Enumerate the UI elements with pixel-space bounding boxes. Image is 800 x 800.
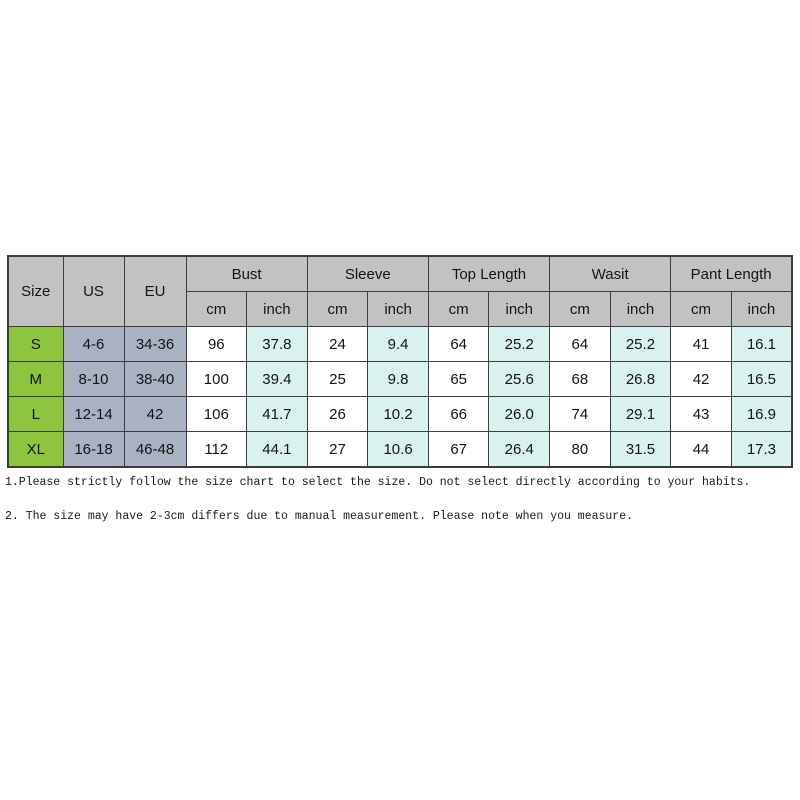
value-cell: 74 bbox=[550, 397, 611, 432]
value-cell: 16.9 bbox=[731, 397, 792, 432]
us-cell: 12-14 bbox=[63, 397, 124, 432]
value-cell: 27 bbox=[307, 432, 368, 468]
eu-cell: 34-36 bbox=[124, 327, 186, 362]
header-eu: EU bbox=[124, 256, 186, 327]
header-unit-cm: cm bbox=[671, 292, 732, 327]
value-cell: 26.0 bbox=[489, 397, 550, 432]
size-cell: S bbox=[8, 327, 63, 362]
value-cell: 68 bbox=[550, 362, 611, 397]
size-cell: L bbox=[8, 397, 63, 432]
eu-cell: 38-40 bbox=[124, 362, 186, 397]
value-cell: 26.4 bbox=[489, 432, 550, 468]
value-cell: 17.3 bbox=[731, 432, 792, 468]
note-2: 2. The size may have 2-3cm differs due to manual measurement. Please note when you measure. bbox=[5, 510, 634, 523]
header-group-pant-length: Pant Length bbox=[671, 256, 792, 292]
value-cell: 9.8 bbox=[368, 362, 429, 397]
header-unit-cm: cm bbox=[428, 292, 489, 327]
size-row-s bbox=[8, 327, 792, 362]
header-unit-inch: inch bbox=[368, 292, 429, 327]
value-cell: 66 bbox=[428, 397, 489, 432]
header-unit-inch: inch bbox=[731, 292, 792, 327]
us-cell: 16-18 bbox=[63, 432, 124, 468]
value-cell: 31.5 bbox=[610, 432, 671, 468]
value-cell: 106 bbox=[186, 397, 247, 432]
value-cell: 10.6 bbox=[368, 432, 429, 468]
header-row-groups bbox=[8, 256, 792, 292]
size-row-m bbox=[8, 362, 792, 397]
value-cell: 43 bbox=[671, 397, 732, 432]
value-cell: 41.7 bbox=[247, 397, 308, 432]
value-cell: 39.4 bbox=[247, 362, 308, 397]
value-cell: 100 bbox=[186, 362, 247, 397]
size-row-l bbox=[8, 397, 792, 432]
header-unit-cm: cm bbox=[307, 292, 368, 327]
header-group-top-length: Top Length bbox=[428, 256, 549, 292]
note-1: 1.Please strictly follow the size chart to select the size. Do not select directly according to your habits. bbox=[5, 476, 751, 489]
value-cell: 112 bbox=[186, 432, 247, 468]
value-cell: 25 bbox=[307, 362, 368, 397]
size-chart-table bbox=[7, 255, 793, 468]
value-cell: 24 bbox=[307, 327, 368, 362]
eu-cell: 46-48 bbox=[124, 432, 186, 468]
header-unit-inch: inch bbox=[610, 292, 671, 327]
value-cell: 65 bbox=[428, 362, 489, 397]
value-cell: 9.4 bbox=[368, 327, 429, 362]
value-cell: 80 bbox=[550, 432, 611, 468]
value-cell: 25.6 bbox=[489, 362, 550, 397]
header-group-sleeve: Sleeve bbox=[307, 256, 428, 292]
value-cell: 44 bbox=[671, 432, 732, 468]
value-cell: 26.8 bbox=[610, 362, 671, 397]
header-unit-cm: cm bbox=[186, 292, 247, 327]
value-cell: 41 bbox=[671, 327, 732, 362]
value-cell: 64 bbox=[550, 327, 611, 362]
value-cell: 64 bbox=[428, 327, 489, 362]
header-unit-cm: cm bbox=[550, 292, 611, 327]
value-cell: 96 bbox=[186, 327, 247, 362]
header-group-bust: Bust bbox=[186, 256, 307, 292]
value-cell: 44.1 bbox=[247, 432, 308, 468]
value-cell: 16.1 bbox=[731, 327, 792, 362]
value-cell: 37.8 bbox=[247, 327, 308, 362]
us-cell: 4-6 bbox=[63, 327, 124, 362]
header-size: Size bbox=[8, 256, 63, 327]
header-us: US bbox=[63, 256, 124, 327]
header-group-waist: Wasit bbox=[550, 256, 671, 292]
size-cell: XL bbox=[8, 432, 63, 468]
value-cell: 29.1 bbox=[610, 397, 671, 432]
eu-cell: 42 bbox=[124, 397, 186, 432]
value-cell: 10.2 bbox=[368, 397, 429, 432]
size-row-xl bbox=[8, 432, 792, 468]
value-cell: 25.2 bbox=[489, 327, 550, 362]
size-cell: M bbox=[8, 362, 63, 397]
us-cell: 8-10 bbox=[63, 362, 124, 397]
header-unit-inch: inch bbox=[247, 292, 308, 327]
value-cell: 16.5 bbox=[731, 362, 792, 397]
header-unit-inch: inch bbox=[489, 292, 550, 327]
value-cell: 42 bbox=[671, 362, 732, 397]
value-cell: 25.2 bbox=[610, 327, 671, 362]
value-cell: 67 bbox=[428, 432, 489, 468]
value-cell: 26 bbox=[307, 397, 368, 432]
